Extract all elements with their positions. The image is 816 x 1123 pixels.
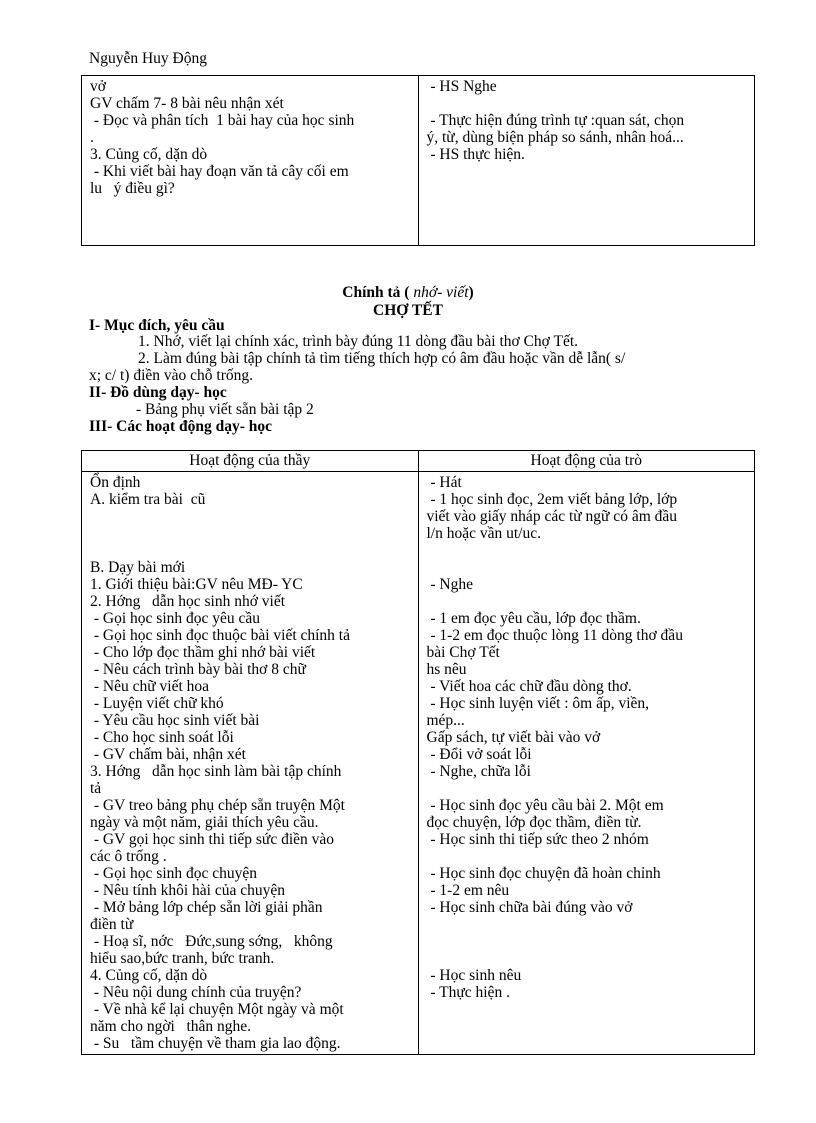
activity-line: - Nêu nội dung chính của truyện?: [90, 984, 302, 1001]
activity-line: - 1 em đọc yêu cầu, lớp đọc thầm.: [426, 610, 641, 627]
activity-line: đọc chuyện, lớp đọc thầm, điền từ.: [426, 814, 642, 831]
activity-line: ngày và một năm, giải thích yêu cầu.: [90, 814, 319, 831]
activity-line: - Học sinh đọc yêu cầu bài 2. Một em: [426, 797, 664, 814]
activity-line: - 1 học sinh đọc, 2em viết bảng lớp, lớp: [426, 491, 678, 508]
activity-line: điền từ: [90, 916, 134, 933]
activity-line: [427, 593, 749, 610]
activity-line: - Su tầm chuyện về tham gia lao động.: [90, 1035, 341, 1052]
section-goals-heading: I- Mục đích, yêu cầu: [89, 317, 225, 334]
goal-2-continued: x; c/ t) điền vào chỗ trống.: [89, 367, 253, 384]
activity-line: - Học sinh thi tiếp sức theo 2 nhóm: [426, 831, 649, 848]
goal-2: 2. Làm đúng bài tập chính tả tìm tiếng thích hợp có âm đầu hoặc vần dễ lẫn( s/: [138, 350, 626, 367]
activity-line: - Học sinh nêu: [426, 967, 522, 984]
activity-line: - HS thực hiện.: [426, 146, 525, 163]
activity-line: - Hát: [426, 474, 462, 491]
activity-line: năm cho ngời thân nghe.: [90, 1018, 252, 1035]
activity-line: - Nghe: [426, 576, 473, 593]
section-materials-heading: II- Đồ dùng dạy- học: [89, 384, 227, 401]
teacher-activities-cell: [82, 76, 419, 246]
activity-line: hiểu sao,bức tranh, bức tranh.: [90, 950, 275, 967]
activity-line: ý, từ, dùng biện pháp so sánh, nhân hoá...: [426, 129, 684, 146]
activity-line: - Viết hoa các chữ đầu dòng thơ.: [426, 678, 632, 695]
activity-line: 3. Củng cố, dặn dò: [90, 146, 208, 163]
activity-line: - Mở bảng lớp chép sẵn lời giải phần: [90, 899, 323, 916]
activity-line: - Nêu tính khôi hài của chuyện: [90, 882, 285, 899]
activity-line: - Học sinh luyện viết : ôm ấp, viền,: [426, 695, 650, 712]
activity-line: 2. Hớng dẫn học sinh nhớ viết: [90, 593, 286, 610]
activity-line: - GV gọi học sinh thi tiếp sức điền vào: [90, 831, 335, 848]
activity-line: - Nêu cách trình bày bài thơ 8 chữ: [90, 661, 306, 678]
activity-line: [427, 95, 749, 112]
activity-line: [427, 950, 749, 967]
lesson-title: Chính tả ( nhớ- viết): [342, 284, 474, 301]
student-column-header: Hoạt động của trò: [418, 451, 755, 472]
activity-line: - 1-2 em đọc thuộc lòng 11 dòng thơ đầu: [426, 627, 683, 644]
activity-line: .: [90, 129, 94, 146]
activity-line: - Cho học sinh soát lỗi: [90, 729, 234, 746]
activity-line: Gấp sách, tự viết bài vào vở: [426, 729, 601, 746]
student-activities-cell: [418, 472, 755, 1055]
activity-line: [427, 780, 749, 797]
activity-line: - Khi viết bài hay đoạn văn tả cây cối em: [90, 163, 349, 180]
activity-line: mép...: [426, 712, 465, 729]
teacher-column-header: Hoạt động của thầy: [82, 451, 419, 472]
activity-line: A. kiểm tra bài cũ: [90, 491, 206, 508]
activity-line: - GV treo bảng phụ chép sẵn truyện Một: [90, 797, 345, 814]
activity-line: - Đọc và phân tích 1 bài hay của học sinh: [90, 112, 355, 129]
activity-line: 4. Củng cố, dặn dò: [90, 967, 208, 984]
activity-line: [427, 559, 749, 576]
activity-table-continued: [81, 75, 755, 246]
activity-line: - Nêu chữ viết hoa: [90, 678, 210, 695]
activity-line: - Luyện viết chữ khó: [90, 695, 224, 712]
activity-line: - Cho lớp đọc thầm ghi nhớ bài viết: [90, 644, 316, 661]
teacher-activities-cell: [82, 472, 419, 1055]
activity-line: - Nghe, chữa lỗi: [426, 763, 531, 780]
activity-line: - Học sinh chữa bài đúng vào vở: [426, 899, 633, 916]
activity-line: - Thực hiện đúng trình tự :quan sát, chọn: [426, 112, 685, 129]
activity-line: - Yêu cầu học sinh viết bài: [90, 712, 260, 729]
activity-line: l/n hoặc vần ut/uc.: [426, 525, 541, 542]
activity-line: - Về nhà kể lại chuyện Một ngày và một: [90, 1001, 344, 1018]
activity-line: [427, 916, 749, 933]
activity-line: - Học sinh đọc chuyện đã hoàn chỉnh: [426, 865, 661, 882]
activity-line: lu ý điều gì?: [90, 180, 175, 197]
activity-line: - Gọi học sinh đọc thuộc bài viết chính tả: [90, 627, 350, 644]
activity-line: - GV chấm bài, nhận xét: [90, 746, 246, 763]
activity-line: [427, 933, 749, 950]
lesson-subtitle: CHỢ TẾT: [373, 302, 443, 319]
activity-line: - Gọi học sinh đọc yêu cầu: [90, 610, 261, 627]
section-activities-heading: III- Các hoạt động dạy- học: [89, 418, 273, 435]
activity-line: [90, 542, 412, 559]
activity-line: Ổn định: [90, 474, 141, 491]
activity-line: [90, 525, 412, 542]
author-header: Nguyễn Huy Động: [89, 50, 207, 67]
activity-line: 3. Hớng dẫn học sinh làm bài tập chính: [90, 763, 342, 780]
materials-item: - Bảng phụ viết sẵn bài tập 2: [136, 401, 314, 418]
activity-line: bài Chợ Tết: [426, 644, 500, 661]
activity-line: các ô trống .: [90, 848, 167, 865]
activity-line: [90, 508, 412, 525]
activity-line: - Hoạ sĩ, nớc Đức,sung sớng, không: [90, 933, 333, 950]
activity-line: 1. Giới thiệu bài:GV nêu MĐ- YC: [90, 576, 303, 593]
activity-line: [427, 542, 749, 559]
activity-line: tả: [90, 780, 102, 797]
activity-line: - HS Nghe: [426, 78, 497, 95]
activity-line: viết vào giấy nháp các từ ngữ có âm đầu: [426, 508, 678, 525]
activity-line: - Gọi học sinh đọc chuyện: [90, 865, 258, 882]
activity-line: GV chấm 7- 8 bài nêu nhận xét: [90, 95, 284, 112]
activity-line: [427, 848, 749, 865]
activity-line: hs nêu: [426, 661, 467, 678]
activity-table: [81, 450, 755, 1055]
student-activities-cell: [418, 76, 755, 246]
goal-1: 1. Nhớ, viết lại chính xác, trình bày đúng 11 dòng đầu bài thơ Chợ Tết.: [138, 333, 579, 350]
activity-line: vở: [90, 78, 106, 95]
activity-line: - Đổi vở soát lỗi: [426, 746, 532, 763]
activity-line: - Thực hiện .: [426, 984, 510, 1001]
activity-line: B. Dạy bài mới: [90, 559, 186, 576]
activity-line: - 1-2 em nêu: [426, 882, 510, 899]
